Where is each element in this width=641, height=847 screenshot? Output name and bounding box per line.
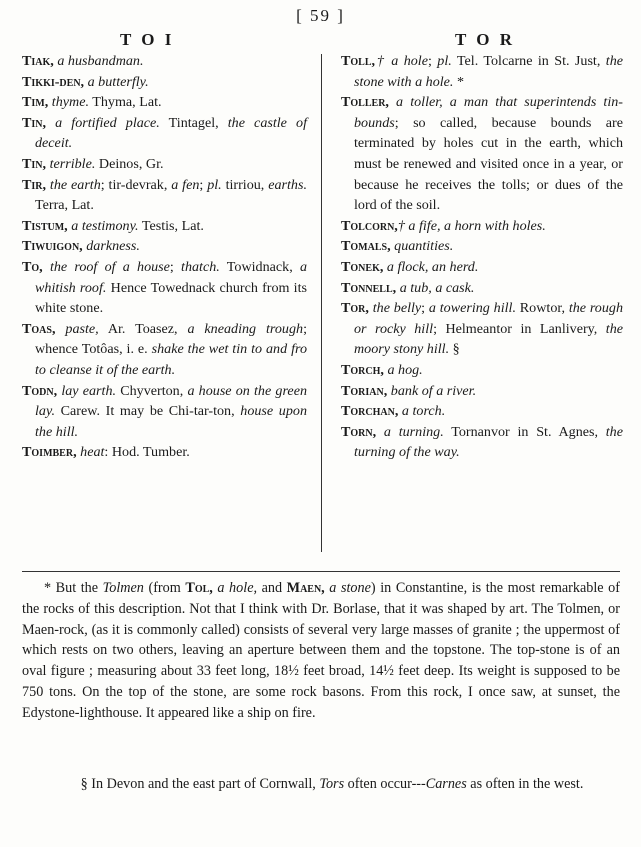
entry-tim: Tim, thyme. Thyma, Lat. <box>22 94 162 111</box>
right-column <box>341 51 623 463</box>
entry-tin-terrible: Tin, terrible. Deinos, Gr. <box>22 155 164 172</box>
entry-toller: Toller, a toller, a man that superintends tin-bounds; so called, because bounds are terminated by holes cut in the earth, which must be renewed and visited once in a year, or because he receives the tolls; or dues of the lord of the soil. <box>341 94 624 214</box>
entry-to: To, the roof of a house; thatch. Towidnack, a whitish roof. Hence Towednack church from its white stone. <box>22 258 308 317</box>
entry-tistum: Tistum, a testimony. Testis, Lat. <box>22 217 204 234</box>
entry-tolcorn: Tolcorn,† a fife, a horn with holes. <box>341 217 546 234</box>
entry-toll: Toll,† a hole; pl. Tel. Tolcarne in St. Just, the stone with a hole. * <box>341 53 623 90</box>
entry-tiwuigon: Tiwuigon, darkness. <box>22 238 140 255</box>
entry-tonnell: Tonnell, a tub, a cask. <box>341 279 475 296</box>
footnote-tolmen: * But the Tolmen (from Tol, a hole, and Maen, a stone) in Constantine, is the most remarkable of the rocks of this description. Not that I think with Dr. Borlase, that it was shaped by art. The Tolmen, or Maen-rock, (as it is commonly called) consists of several very large masses of granite ; the uppermost of which rests on two others, leaving an aperture between them and the topstone. The top-stone is of an oval figure ; measuring about 33 feet long, 18½ feet broad, 14½ feet deep. Its weight is supposed to be 750 tons. On the top of the stone, are some rock basons. From this rock, I once saw, at sunset, the Edystone-lighthouse. It appeared like a ship on fire. <box>22 580 620 721</box>
entry-torchan: Torchan, a torch. <box>341 403 446 420</box>
column-divider <box>321 54 322 552</box>
entry-tir: Tir, the earth; tir-devrak, a fen; pl. tirriou, earths. Terra, Lat. <box>22 176 307 214</box>
right-column-heading: T O R <box>455 30 516 49</box>
entry-tomals: Tomals, quantities. <box>341 238 454 255</box>
entry-torn: Torn, a turning. Tornanvor in St. Agnes, the turning of the way. <box>341 423 623 461</box>
entry-tin-fortified: Tin, a fortified place. Tintagel, the castle of deceit. <box>22 114 307 152</box>
left-column <box>22 51 307 463</box>
entry-tikki-den: Tikki-den, a butterfly. <box>22 73 149 90</box>
entry-torian: Torian, bank of a river. <box>341 382 477 399</box>
page-number: [ 59 ] <box>296 6 345 25</box>
footnote-divider <box>22 571 620 572</box>
left-column-heading: T O I <box>120 30 175 49</box>
entry-torch: Torch, a hog. <box>341 361 423 378</box>
entry-toimber: Toimber, heat: Hod. Tumber. <box>22 444 190 461</box>
footnote-tors: § In Devon and the east part of Cornwall, Tors often occur---Carnes as often in the west. <box>80 776 584 792</box>
entry-tor: Tor, the belly; a towering hill. Rowtor, the rough or rocky hill; Helmeantor in Lanlivery, the moory stony hill. § <box>341 300 623 358</box>
entry-toas: Toas, paste, Ar. Toasez, a kneading trough; whence Totôas, i. e. shake the wet tin to and fro to cleanse it of the earth. <box>22 320 307 378</box>
entry-todn: Todn, lay earth. Chyverton, a house on the green lay. Carew. It may be Chi-tar-ton, house upon the hill. <box>22 382 307 440</box>
entry-tiak: Tiak, a husbandman. <box>22 53 144 69</box>
entry-tonek: Tonek, a flock, an herd. <box>341 258 479 275</box>
